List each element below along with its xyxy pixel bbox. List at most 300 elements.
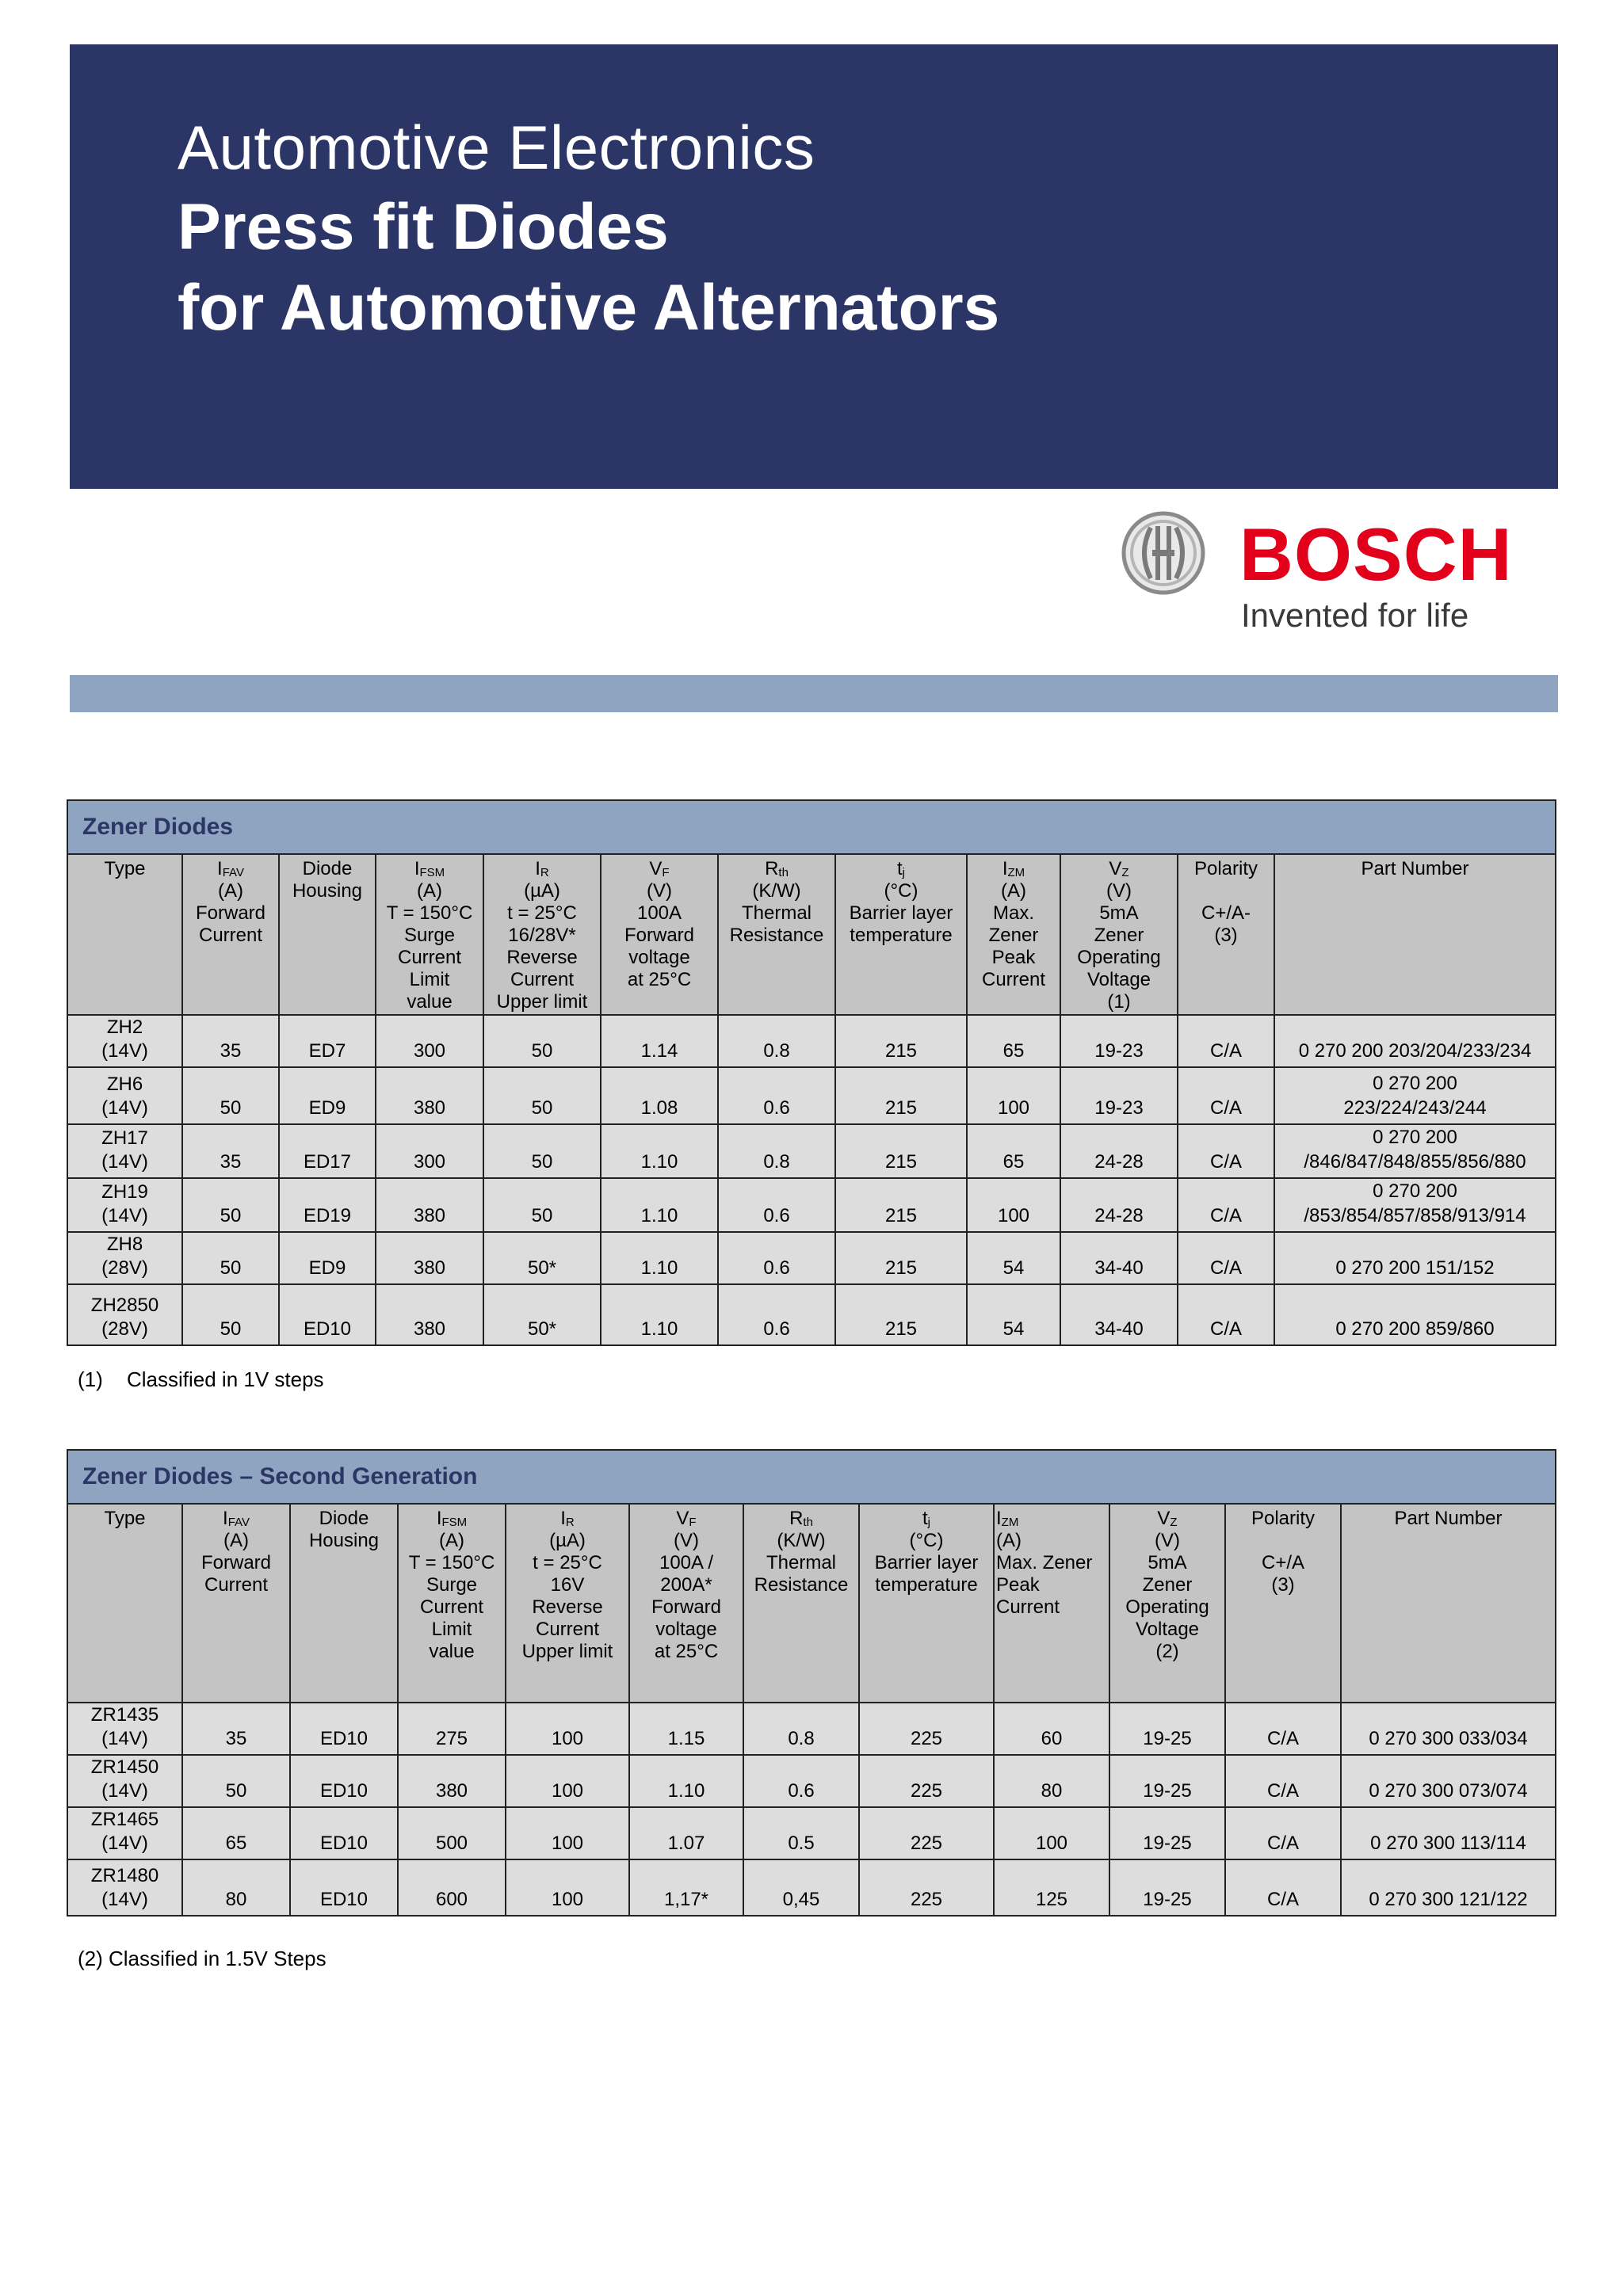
column-symbol-subscript: FSM <box>419 866 445 879</box>
value-cell: C/A <box>1178 1284 1274 1344</box>
column-header <box>859 1505 994 1703</box>
column-symbol: V <box>1157 1508 1170 1529</box>
value-cell: 60 <box>994 1703 1109 1755</box>
column-header <box>182 855 279 1015</box>
cell-line: 100A <box>636 902 682 924</box>
value-cell: 50 <box>483 1015 601 1067</box>
cell-line: Peak <box>996 1574 1040 1596</box>
cell-line: Peak <box>991 947 1036 968</box>
type-cell <box>68 1067 182 1124</box>
cell-line: Resistance <box>754 1574 849 1596</box>
column-symbol-subscript: th <box>778 866 789 879</box>
cell-line: T = 150°C <box>408 1552 495 1573</box>
cell-line: Limit <box>409 969 450 990</box>
cell-line: 16V <box>550 1574 585 1596</box>
cell-line: Current <box>198 925 263 946</box>
value-cell: 0.6 <box>718 1232 835 1284</box>
table-row <box>68 1015 1555 1067</box>
cell-line: (K/W) <box>777 1530 826 1551</box>
divider-stripe <box>70 675 1558 712</box>
part-number-cell <box>1341 1703 1555 1755</box>
value-cell: ED10 <box>290 1703 398 1755</box>
footnote-2 <box>78 1947 327 1970</box>
column-header <box>1178 855 1274 1015</box>
zener-diodes-second-gen-table <box>68 1505 1555 1915</box>
part-number-cell <box>1274 1178 1555 1232</box>
value-cell: 100 <box>506 1755 629 1807</box>
value-cell: 50 <box>182 1284 279 1344</box>
column-symbol: R <box>765 858 779 879</box>
value-cell: 0,45 <box>743 1859 859 1915</box>
cell-line: ZH2850 <box>90 1295 159 1316</box>
column-symbol-subscript: F <box>689 1516 697 1529</box>
cell-line: (A) <box>996 1530 1022 1551</box>
cell-line: Thermal <box>766 1552 837 1573</box>
cell-line: Current <box>419 1596 484 1618</box>
value-cell: ED9 <box>279 1232 376 1284</box>
cell-line: Operating <box>1077 947 1161 968</box>
cell-line: (K/W) <box>752 880 801 902</box>
cell-line: Max. <box>992 902 1034 924</box>
table-row <box>68 1178 1555 1232</box>
cell-line: voltage <box>655 1619 717 1640</box>
column-symbol-subscript: th <box>803 1516 813 1529</box>
column-header <box>483 855 601 1015</box>
column-symbol-subscript: Z <box>1170 1516 1178 1529</box>
value-cell: 1.07 <box>629 1807 743 1859</box>
cell-line: (µA) <box>549 1530 586 1551</box>
column-header <box>1225 1505 1341 1703</box>
value-cell: 380 <box>398 1755 506 1807</box>
value-cell: 34-40 <box>1060 1284 1178 1344</box>
part-number-cell <box>1274 1015 1555 1067</box>
value-cell: 215 <box>835 1178 967 1232</box>
column-header <box>601 855 718 1015</box>
table-row <box>68 1067 1555 1124</box>
value-cell: 24-28 <box>1060 1124 1178 1178</box>
column-symbol-subscript: ZM <box>1001 1516 1019 1529</box>
column-header <box>967 855 1060 1015</box>
cell-line: Current <box>535 1619 600 1640</box>
value-cell: 0.6 <box>718 1284 835 1344</box>
value-cell: 35 <box>182 1015 279 1067</box>
column-symbol-subscript: FAV <box>222 866 244 879</box>
cell-line: Current <box>981 969 1046 990</box>
value-cell: 100 <box>967 1178 1060 1232</box>
cell-line: Current <box>996 1596 1060 1618</box>
part-number-cell <box>1274 1232 1555 1284</box>
cell-line: C+/A <box>1261 1552 1305 1573</box>
cell-line: (V) <box>1106 880 1132 902</box>
value-cell: 100 <box>994 1807 1109 1859</box>
cell-line: 0 270 300 113/114 <box>1370 1833 1526 1854</box>
header-category: Automotive Electronics <box>178 113 815 182</box>
cell-line: 5mA <box>1099 902 1139 924</box>
value-cell: C/A <box>1178 1178 1274 1232</box>
cell-line: (A) <box>223 1530 249 1551</box>
column-header <box>279 855 376 1015</box>
column-header <box>743 1505 859 1703</box>
value-cell: C/A <box>1178 1232 1274 1284</box>
column-symbol: I <box>996 1508 1002 1529</box>
cell-line: (A) <box>439 1530 464 1551</box>
column-symbol-subscript: ZM <box>1007 866 1025 879</box>
cell-line: /846/847/848/855/856/880 <box>1304 1151 1526 1173</box>
value-cell: ED10 <box>279 1284 376 1344</box>
section-title: Zener Diodes – Second Generation <box>68 1451 1555 1505</box>
column-symbol: V <box>676 1508 689 1529</box>
cell-line: (µA) <box>524 880 560 902</box>
value-cell: 1.10 <box>601 1124 718 1178</box>
cell-line: Surge <box>403 925 456 946</box>
value-cell: 1.15 <box>629 1703 743 1755</box>
value-cell: 0.6 <box>743 1755 859 1807</box>
table-header-row <box>68 855 1555 1015</box>
cell-line: temperature <box>850 925 953 946</box>
type-cell <box>68 1807 182 1859</box>
column-header <box>994 1505 1109 1703</box>
column-symbol: I <box>560 1508 566 1529</box>
value-cell: 380 <box>376 1232 483 1284</box>
value-cell: 0.8 <box>743 1703 859 1755</box>
cell-line: (°C) <box>909 1530 944 1551</box>
value-cell: 215 <box>835 1232 967 1284</box>
type-column-header: Type <box>68 1505 182 1703</box>
value-cell: 225 <box>859 1703 994 1755</box>
column-header <box>1109 1505 1225 1703</box>
cell-line: Voltage <box>1086 969 1151 990</box>
column-symbol-subscript: R <box>540 866 549 879</box>
value-cell: ED10 <box>290 1807 398 1859</box>
cell-line: Polarity <box>1193 858 1258 879</box>
table-header-row <box>68 1505 1555 1703</box>
value-cell: 50 <box>182 1067 279 1124</box>
bosch-logo <box>1121 507 1513 642</box>
footnote-1 <box>78 1367 324 1391</box>
table-row <box>68 1284 1555 1344</box>
column-symbol: I <box>535 858 540 879</box>
cell-line: at 25°C <box>627 969 692 990</box>
value-cell: C/A <box>1178 1015 1274 1067</box>
cell-line: Max. Zener <box>996 1552 1093 1573</box>
cell-line: (2) <box>1155 1641 1179 1662</box>
header-title: Press fit Diodes <box>178 191 669 263</box>
value-cell: 300 <box>376 1124 483 1178</box>
bosch-slogan: Invented for life <box>1241 597 1469 634</box>
cell-line: (1) <box>1107 991 1131 1013</box>
type-cell <box>68 1232 182 1284</box>
cell-line: Reverse <box>506 947 578 968</box>
cell-line: (V) <box>1155 1530 1180 1551</box>
cell-line: t = 25°C <box>507 902 577 924</box>
value-cell: 65 <box>182 1807 290 1859</box>
cell-line: Zener <box>1142 1574 1193 1596</box>
cell-line: (14V) <box>101 1889 148 1910</box>
cell-line: Forward <box>195 902 266 924</box>
header-subtitle: for Automotive Alternators <box>178 272 1000 344</box>
value-cell: 0.8 <box>718 1124 835 1178</box>
title-banner <box>70 44 1558 489</box>
footnote-text: Classified in 1V steps <box>127 1367 324 1391</box>
part-number-cell <box>1274 1284 1555 1344</box>
column-header <box>376 855 483 1015</box>
cell-line: Surge <box>426 1574 478 1596</box>
value-cell: 1.14 <box>601 1015 718 1067</box>
value-cell: 1.10 <box>601 1284 718 1344</box>
value-cell: C/A <box>1225 1807 1341 1859</box>
value-cell: 215 <box>835 1015 967 1067</box>
table-row <box>68 1124 1555 1178</box>
column-symbol: V <box>1109 858 1122 879</box>
value-cell: 100 <box>967 1067 1060 1124</box>
column-header <box>629 1505 743 1703</box>
table-row <box>68 1859 1555 1915</box>
part-number-cell <box>1341 1859 1555 1915</box>
value-cell: 34-40 <box>1060 1232 1178 1284</box>
value-cell: 54 <box>967 1232 1060 1284</box>
cell-line: ZH2 <box>106 1016 143 1038</box>
value-cell: 50 <box>483 1124 601 1178</box>
value-cell: 19-25 <box>1109 1703 1225 1755</box>
cell-line: value <box>429 1641 475 1662</box>
value-cell: 500 <box>398 1807 506 1859</box>
cell-line: (28V) <box>101 1257 148 1279</box>
cell-line: 0 270 200 <box>1373 1127 1457 1148</box>
column-symbol-subscript: F <box>662 866 670 879</box>
value-cell: 225 <box>859 1859 994 1915</box>
cell-line: /853/854/857/858/913/914 <box>1304 1205 1526 1226</box>
cell-line: Barrier layer <box>874 1552 979 1573</box>
cell-line: 200A* <box>660 1574 712 1596</box>
cell-line: Polarity <box>1251 1508 1316 1529</box>
type-cell <box>68 1284 182 1344</box>
type-cell <box>68 1015 182 1067</box>
value-cell: 0.6 <box>718 1178 835 1232</box>
cell-line: ZR1435 <box>90 1704 159 1726</box>
value-cell: 380 <box>376 1067 483 1124</box>
type-cell <box>68 1124 182 1178</box>
type-column-header: Type <box>68 855 182 1015</box>
column-symbol-subscript: j <box>902 866 905 879</box>
column-symbol: R <box>789 1508 804 1529</box>
value-cell: 100 <box>506 1703 629 1755</box>
value-cell: 1,17* <box>629 1859 743 1915</box>
value-cell: 50 <box>182 1755 290 1807</box>
cell-line: Upper limit <box>496 991 588 1013</box>
cell-line: (V) <box>647 880 672 902</box>
cell-line: 223/224/243/244 <box>1343 1097 1487 1119</box>
cell-line: ZR1465 <box>90 1809 159 1830</box>
cell-line: value <box>407 991 453 1013</box>
cell-line: (A) <box>417 880 442 902</box>
cell-line: 0 270 300 121/122 <box>1369 1889 1528 1910</box>
cell-line: Thermal <box>741 902 812 924</box>
column-symbol: t <box>896 858 903 879</box>
value-cell: 100 <box>506 1859 629 1915</box>
type-cell <box>68 1755 182 1807</box>
column-symbol-subscript: FSM <box>441 1516 468 1529</box>
value-cell: 125 <box>994 1859 1109 1915</box>
value-cell: 19-25 <box>1109 1859 1225 1915</box>
value-cell: 1.10 <box>601 1232 718 1284</box>
value-cell: C/A <box>1225 1859 1341 1915</box>
cell-line: C+/A- <box>1201 902 1251 924</box>
section-title: Zener Diodes <box>68 801 1555 855</box>
cell-line: temperature <box>875 1574 978 1596</box>
value-cell: ED17 <box>279 1124 376 1178</box>
cell-line: Reverse <box>532 1596 603 1618</box>
column-header <box>182 1505 290 1703</box>
column-symbol: I <box>436 1508 442 1529</box>
column-header <box>398 1505 506 1703</box>
cell-line: 5mA <box>1148 1552 1187 1573</box>
cell-line: (14V) <box>101 1097 148 1119</box>
value-cell: 380 <box>376 1284 483 1344</box>
value-cell: 19-25 <box>1109 1807 1225 1859</box>
value-cell: C/A <box>1225 1755 1341 1807</box>
cell-line: Current <box>510 969 575 990</box>
cell-line: Limit <box>431 1619 472 1640</box>
value-cell: 1.10 <box>601 1178 718 1232</box>
cell-line: at 25°C <box>654 1641 719 1662</box>
value-cell: 1.10 <box>629 1755 743 1807</box>
column-symbol-subscript: j <box>927 1516 930 1529</box>
value-cell: 19-23 <box>1060 1015 1178 1067</box>
cell-line: 0 270 200 151/152 <box>1335 1257 1495 1279</box>
cell-line: Housing <box>292 880 363 902</box>
type-cell <box>68 1859 182 1915</box>
value-cell: C/A <box>1225 1703 1341 1755</box>
cell-line: Upper limit <box>521 1641 613 1662</box>
value-cell: 65 <box>967 1015 1060 1067</box>
value-cell: 0.6 <box>718 1067 835 1124</box>
value-cell: 0.5 <box>743 1807 859 1859</box>
value-cell: 225 <box>859 1807 994 1859</box>
cell-line: Zener <box>1094 925 1144 946</box>
value-cell: 54 <box>967 1284 1060 1344</box>
value-cell: 24-28 <box>1060 1178 1178 1232</box>
zener-diodes-section <box>67 799 1556 1346</box>
value-cell: 50 <box>182 1232 279 1284</box>
value-cell: 215 <box>835 1284 967 1344</box>
column-symbol: I <box>217 858 223 879</box>
cell-line: ZH6 <box>106 1074 143 1095</box>
cell-line: Forward <box>624 925 695 946</box>
column-symbol-subscript: Z <box>1121 866 1129 879</box>
part-number-column-header: Part Number <box>1341 1505 1555 1703</box>
cell-line: t = 25°C <box>533 1552 602 1573</box>
cell-line: Forward <box>200 1552 272 1573</box>
cell-line: Diode <box>319 1508 369 1529</box>
cell-line: Current <box>204 1574 269 1596</box>
cell-line: Resistance <box>729 925 824 946</box>
column-header <box>1060 855 1178 1015</box>
zener-diodes-table <box>68 855 1555 1344</box>
column-header <box>290 1505 398 1703</box>
value-cell: 300 <box>376 1015 483 1067</box>
part-number-cell <box>1341 1807 1555 1859</box>
table-row <box>68 1232 1555 1284</box>
value-cell: 50 <box>182 1178 279 1232</box>
part-number-cell <box>1274 1124 1555 1178</box>
value-cell: ED10 <box>290 1755 398 1807</box>
value-cell: 100 <box>506 1807 629 1859</box>
value-cell: 380 <box>376 1178 483 1232</box>
cell-line: (14V) <box>101 1151 148 1173</box>
cell-line: 0 270 300 033/034 <box>1369 1728 1528 1749</box>
value-cell: 215 <box>835 1067 967 1124</box>
cell-line: T = 150°C <box>386 902 473 924</box>
cell-line: (A) <box>218 880 243 902</box>
column-symbol: I <box>414 858 420 879</box>
cell-line: Forward <box>651 1596 722 1618</box>
type-cell <box>68 1178 182 1232</box>
part-number-cell <box>1341 1755 1555 1807</box>
value-cell: 50* <box>483 1284 601 1344</box>
column-header <box>718 855 835 1015</box>
cell-line: 0 270 300 073/074 <box>1369 1780 1528 1802</box>
table-row <box>68 1755 1555 1807</box>
cell-line: ZH17 <box>101 1127 148 1149</box>
column-symbol: I <box>223 1508 228 1529</box>
cell-line: (14V) <box>101 1205 148 1226</box>
value-cell: 0.8 <box>718 1015 835 1067</box>
value-cell: 65 <box>967 1124 1060 1178</box>
cell-line: (28V) <box>101 1318 148 1340</box>
value-cell: ED7 <box>279 1015 376 1067</box>
column-symbol: V <box>649 858 663 879</box>
cell-line: (3) <box>1271 1574 1295 1596</box>
column-symbol-subscript: R <box>565 1516 575 1529</box>
value-cell: 1.08 <box>601 1067 718 1124</box>
cell-line: (14V) <box>101 1728 148 1749</box>
cell-line: Zener <box>988 925 1039 946</box>
cell-line: (14V) <box>101 1833 148 1854</box>
value-cell: C/A <box>1178 1067 1274 1124</box>
cell-line: ZR1480 <box>90 1865 159 1886</box>
value-cell: 600 <box>398 1859 506 1915</box>
cell-line: Current <box>397 947 462 968</box>
cell-line: 16/28V* <box>508 925 576 946</box>
value-cell: 80 <box>994 1755 1109 1807</box>
table-row <box>68 1807 1555 1859</box>
value-cell: 35 <box>182 1703 290 1755</box>
value-cell: 19-23 <box>1060 1067 1178 1124</box>
column-symbol: t <box>922 1508 928 1529</box>
cell-line: (14V) <box>101 1780 148 1802</box>
footnote-text: (2) Classified in 1.5V Steps <box>78 1947 327 1970</box>
value-cell: 35 <box>182 1124 279 1178</box>
cell-line: (V) <box>674 1530 699 1551</box>
cell-line: 0 270 200 203/204/233/234 <box>1298 1040 1532 1062</box>
cell-line: 100A / <box>659 1552 714 1573</box>
value-cell: ED10 <box>290 1859 398 1915</box>
type-cell <box>68 1703 182 1755</box>
cell-line: Operating <box>1125 1596 1209 1618</box>
value-cell: ED9 <box>279 1067 376 1124</box>
cell-line: Diode <box>302 858 353 879</box>
part-number-column-header: Part Number <box>1274 855 1555 1015</box>
bosch-armature-icon <box>1121 510 1206 596</box>
cell-line: Housing <box>308 1530 380 1551</box>
cell-line: Barrier layer <box>849 902 953 924</box>
cell-line: ZR1450 <box>90 1756 159 1778</box>
cell-line: voltage <box>628 947 690 968</box>
column-symbol: I <box>1002 858 1008 879</box>
cell-line: ZH8 <box>106 1234 143 1255</box>
cell-line: (A) <box>1001 880 1026 902</box>
column-header <box>835 855 967 1015</box>
